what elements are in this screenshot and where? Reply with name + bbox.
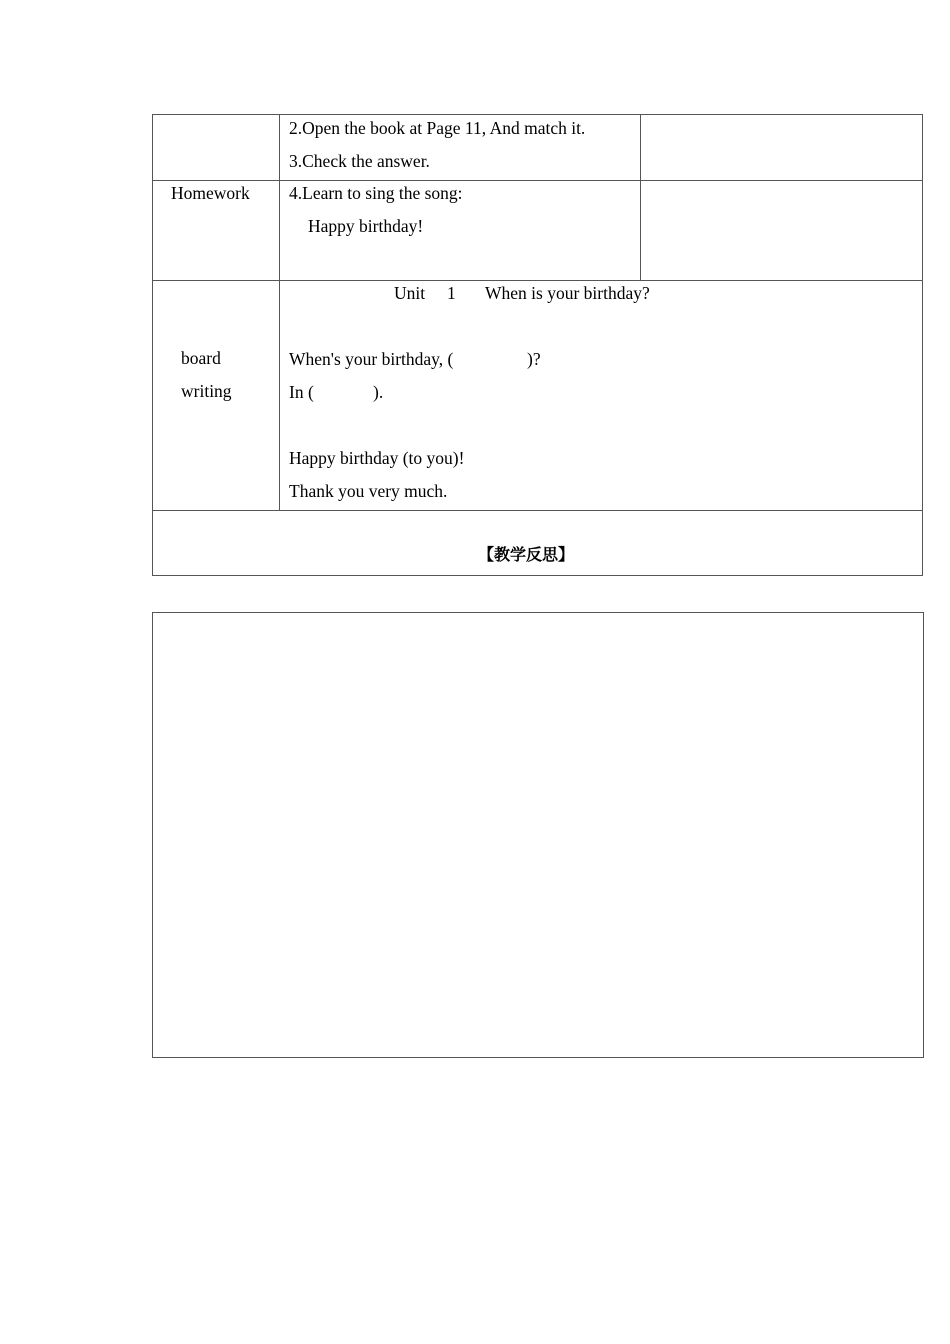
table-col-divider [279,114,280,511]
homework-label: Homework [171,183,250,203]
table-col-divider [640,114,641,281]
board-label-line: writing [181,381,232,401]
reflection-heading: 【教学反思】 [478,545,575,564]
table-border-top [152,114,923,115]
table-row-divider [152,180,923,181]
table-row-divider [152,510,923,511]
table-row-divider [152,280,923,281]
board-title-text: When is your birthday? [485,283,650,303]
reflection-box [152,612,924,1058]
board-question-end: )? [527,349,541,369]
board-answer-end: ). [373,382,384,402]
board-answer-start: In ( [289,382,314,402]
board-line: Thank you very much. [289,481,448,501]
board-title-unit: Unit [394,283,426,303]
step-text: 3.Check the answer. [289,151,430,171]
board-question-start: When's your birthday, ( [289,349,454,369]
table-border-bottom [152,575,923,576]
board-title-number: 1 [447,283,456,303]
step-text: 2.Open the book at Page 11, And match it. [289,118,586,138]
table-border-right [922,114,923,576]
table-border-left [152,114,153,576]
song-title: Happy birthday! [308,216,424,236]
step-text: 4.Learn to sing the song: [289,183,463,203]
board-label-line: board [181,348,221,368]
board-line: Happy birthday (to you)! [289,448,465,468]
